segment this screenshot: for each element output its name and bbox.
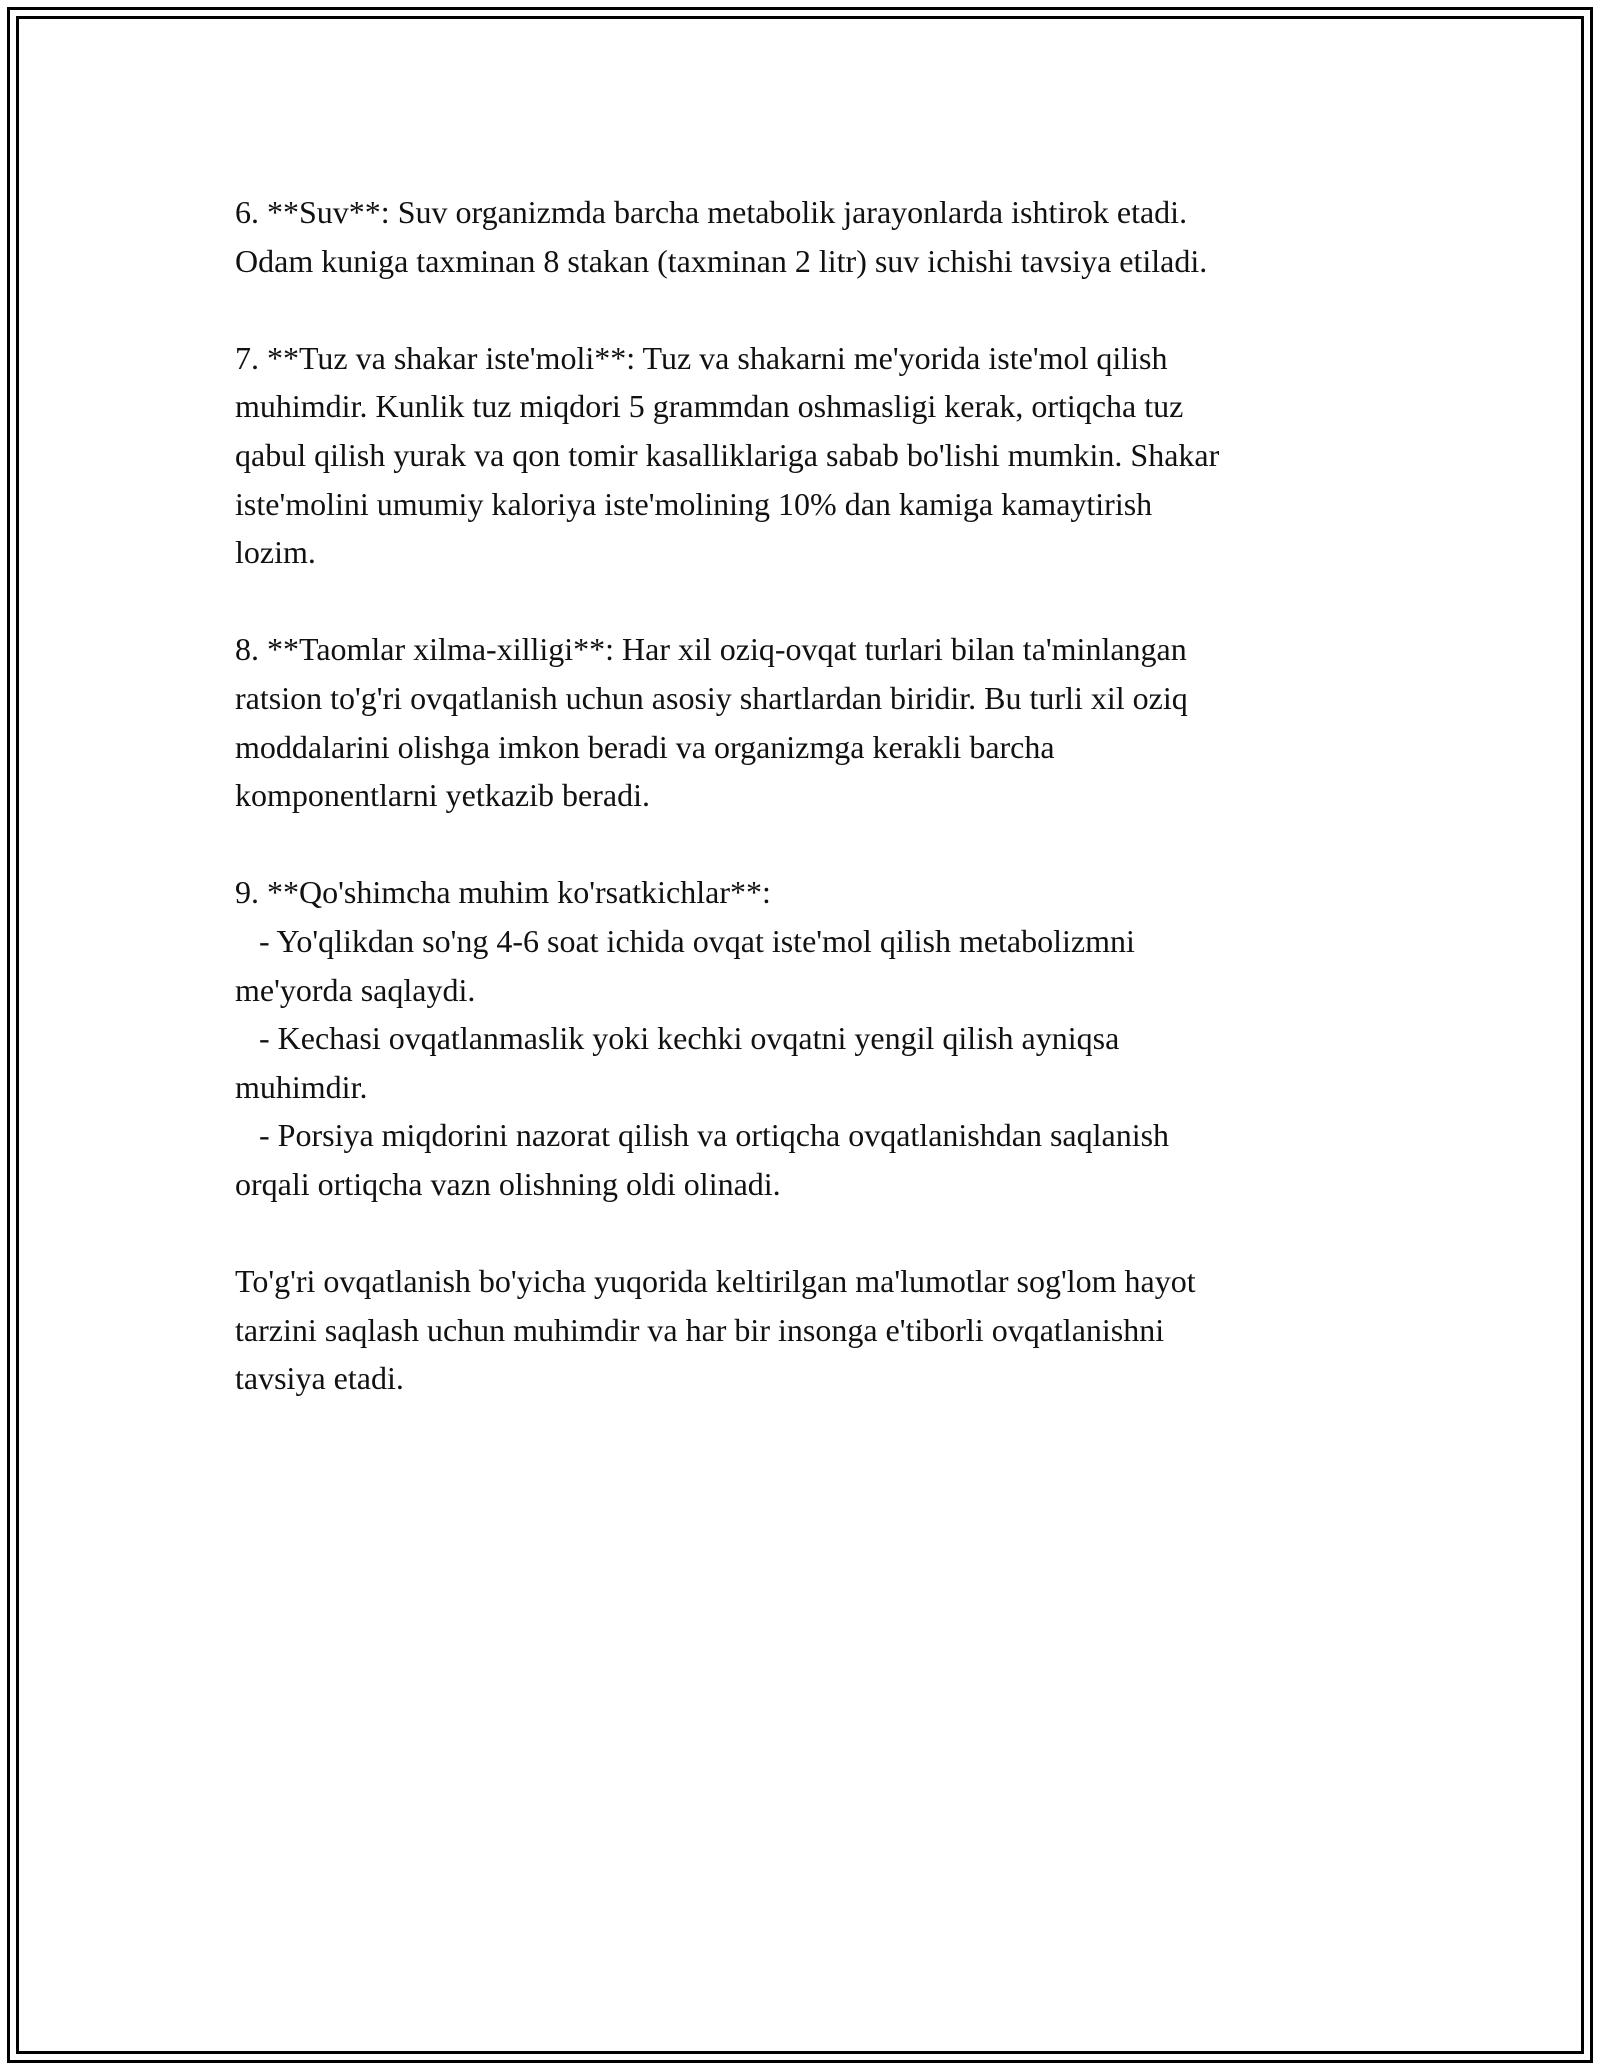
text-line: moddalarini olishga imkon beradi va organizmga kerakli barcha <box>235 728 1055 765</box>
text-line: lozim. <box>235 534 316 571</box>
text-line: iste'molini umumiy kaloriya iste'molining 10% dan kamiga kamaytirish <box>235 485 1153 522</box>
document-body <box>235 188 1415 1403</box>
paragraph-taomlar <box>235 625 1415 819</box>
text-line: 6. **Suv**: Suv organizmda barcha metabolik jarayonlarda ishtirok etadi. <box>235 194 1188 230</box>
list-item-line: - Yo'qlikdan so'ng 4-6 soat ichida ovqat iste'mol qilish metabolizmni <box>235 922 1135 959</box>
text-line: To'g'ri ovqatlanish bo'yicha yuqorida keltirilgan ma'lumotlar sog'lom hayot <box>235 1263 1196 1300</box>
text-line: tarzini saqlash uchun muhimdir va har bir insonga e'tiborli ovqatlanishni <box>235 1311 1165 1348</box>
paragraph-suv <box>235 188 1415 285</box>
text-line: me'yorda saqlaydi. <box>235 971 476 1008</box>
text-line: tavsiya etadi. <box>235 1360 404 1397</box>
text-line: muhimdir. Kunlik tuz miqdori 5 grammdan oshmasligi kerak, ortiqcha tuz <box>235 388 1184 425</box>
paragraph-tuz-shakar <box>235 334 1415 577</box>
text-line: muhimdir. <box>235 1068 368 1105</box>
text-line: 7. **Tuz va shakar iste'moli**: Tuz va shakarni me'yorida iste'mol qilish <box>235 339 1168 376</box>
text-line: ratsion to'g'ri ovqatlanish uchun asosiy shartlardan biridir. Bu turli xil oziq <box>235 679 1188 716</box>
text-line: komponentlarni yetkazib beradi. <box>235 777 650 814</box>
text-line: qabul qilish yurak va qon tomir kasalliklariga sabab bo'lishi mumkin. Shakar <box>235 436 1220 473</box>
list-item-line: - Porsiya miqdorini nazorat qilish va ortiqcha ovqatlanishdan saqlanish <box>235 1117 1170 1154</box>
paragraph-xulosa <box>235 1257 1415 1403</box>
list-item-line: - Kechasi ovqatlanmaslik yoki kechki ovqatni yengil qilish ayniqsa <box>235 1020 1120 1057</box>
text-line: 9. **Qo'shimcha muhim ko'rsatkichlar**: <box>235 874 771 911</box>
paragraph-qoshimcha <box>235 868 1415 1208</box>
text-line: 8. **Taomlar xilma-xilligi**: Har xil oziq-ovqat turlari bilan ta'minlangan <box>235 631 1187 668</box>
text-line: orqali ortiqcha vazn olishning oldi olinadi. <box>235 1165 781 1202</box>
text-line: Odam kuniga taxminan 8 stakan (taxminan 2 litr) suv ichishi tavsiya etiladi. <box>235 242 1208 279</box>
